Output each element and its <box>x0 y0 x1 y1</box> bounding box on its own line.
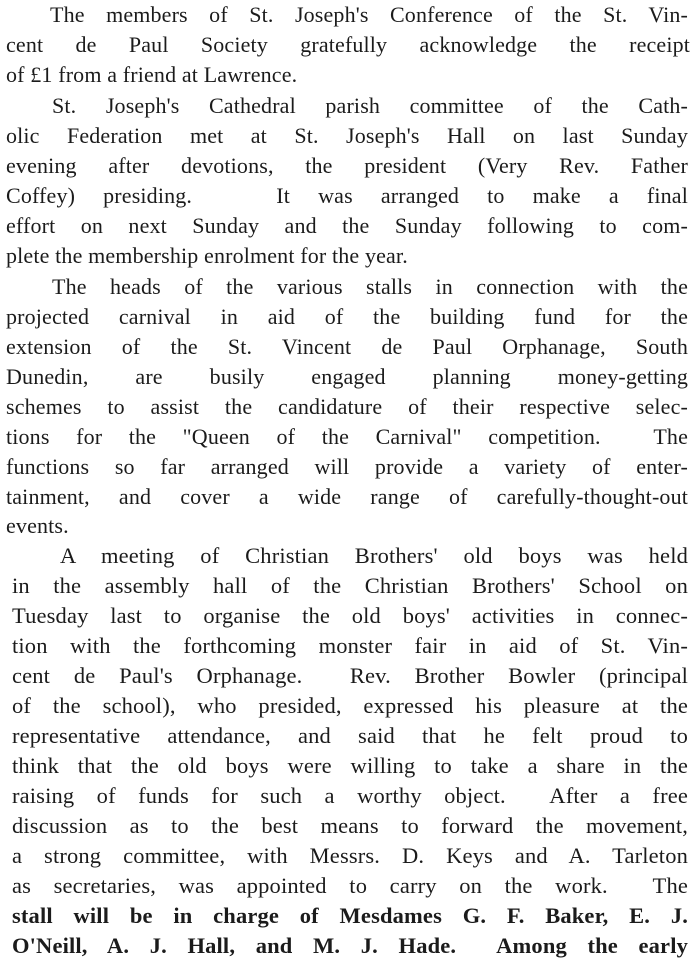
text-line: plete the membership enrolment for the year. <box>6 243 408 268</box>
text-line: think that the old boys were willing to take a share in the <box>12 753 688 778</box>
text-line: cent de Paul Society gratefully acknowledge the receipt <box>6 32 690 57</box>
text-line: The heads of the various stalls in connection with the <box>52 274 688 299</box>
text-line: O'Neill, A. J. Hall, and M. J. Hade. Among the early <box>12 933 688 958</box>
text-line: of £1 from a friend at Lawrence. <box>6 62 298 87</box>
text-line: The members of St. Joseph's Conference of the St. Vin- <box>50 2 688 27</box>
text-line: tainment, and cover a wide range of carefully-thought-out <box>6 484 688 509</box>
text-line: of the school), who presided, expressed his pleasure at the <box>12 693 688 718</box>
text-line: evening after devotions, the president (Very Rev. Father <box>6 153 688 178</box>
text-line: Coffey) presiding. It was arranged to make a final <box>6 183 688 208</box>
text-line: schemes to assist the candidature of their respective selec- <box>6 394 688 419</box>
text-line: events. <box>6 513 69 538</box>
text-line: tion with the forthcoming monster fair in aid of St. Vin- <box>12 633 688 658</box>
text-line: A meeting of Christian Brothers' old boys was held <box>60 543 688 568</box>
text-line: stall will be in charge of Mesdames G. F. Baker, E. J. <box>12 903 688 928</box>
text-line: Tuesday last to organise the old boys' activities in connec- <box>12 603 688 628</box>
text-line: tions for the "Queen of the Carnival" competition. The <box>6 424 688 449</box>
text-line: cent de Paul's Orphanage. Rev. Brother Bowler (principal <box>12 663 688 688</box>
text-line: discussion as to the best means to forward the movement, <box>12 813 688 838</box>
text-line: St. Joseph's Cathedral parish committee of the Cath- <box>52 93 688 118</box>
text-line: raising of funds for such a worthy object. After a free <box>12 783 688 808</box>
text-line: effort on next Sunday and the Sunday following to com- <box>6 213 688 238</box>
text-line: projected carnival in aid of the building fund for the <box>6 304 688 329</box>
text-line: in the assembly hall of the Christian Brothers' School on <box>12 573 688 598</box>
text-line: Dunedin, are busily engaged planning money-getting <box>6 364 688 389</box>
text-line: olic Federation met at St. Joseph's Hall on last Sunday <box>6 123 688 148</box>
text-line: a strong committee, with Messrs. D. Keys and A. Tarleton <box>12 843 688 868</box>
text-line: extension of the St. Vincent de Paul Orphanage, South <box>6 334 688 359</box>
text-line: functions so far arranged will provide a variety of enter- <box>6 454 688 479</box>
text-line: as secretaries, was appointed to carry on the work. The <box>12 873 688 898</box>
text-line: representative attendance, and said that he felt proud to <box>12 723 688 748</box>
